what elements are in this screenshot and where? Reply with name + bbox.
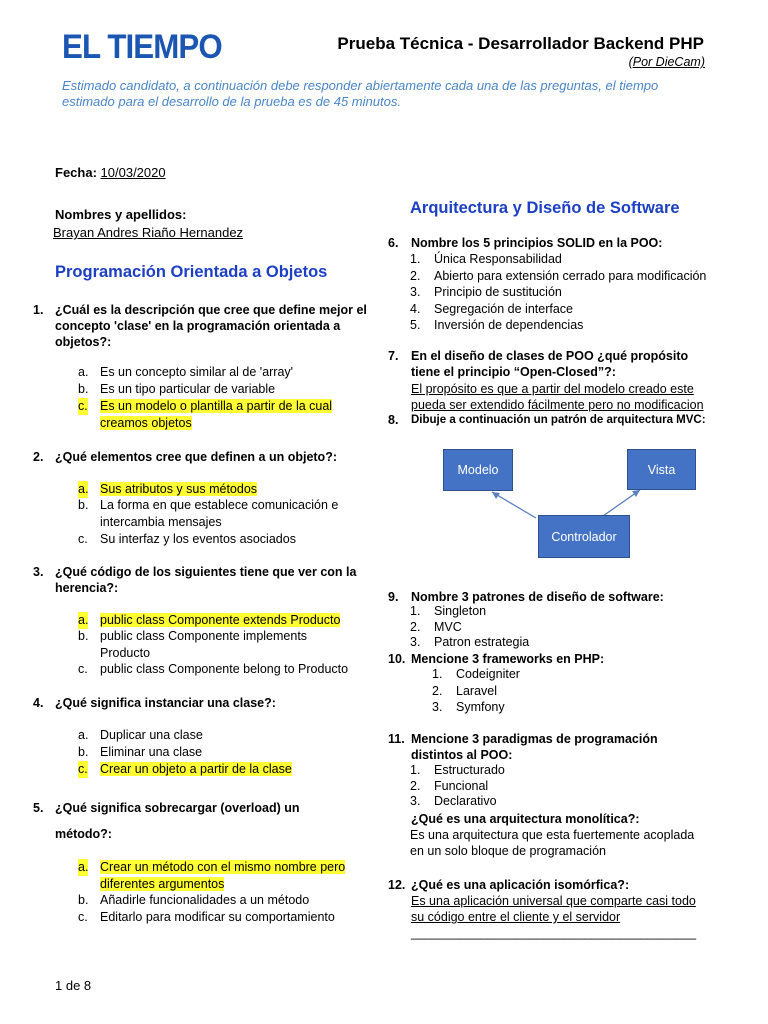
option-2c	[78, 531, 358, 548]
list-number: 3.	[410, 635, 421, 649]
option-5a-selected	[78, 859, 363, 892]
question-number: 8.	[388, 413, 399, 427]
option-text: Crear un objeto a partir de la clase	[100, 762, 292, 776]
option-5c	[78, 909, 363, 926]
option-mark: b.	[78, 629, 89, 643]
question-text: ¿Qué significa sobrecargar (overload) un método?:	[55, 801, 300, 841]
answer-line: Es una aplicación universal que comparte casi todo	[411, 894, 696, 908]
answer-line: su código entre el cliente y el servidor	[411, 910, 621, 924]
question-5	[33, 795, 343, 847]
list-text: Symfony	[456, 700, 505, 714]
question-text: Nombre los 5 principios SOLID en la POO:	[411, 236, 663, 250]
list-text: Funcional	[434, 778, 489, 793]
document-title: Prueba Técnica - Desarrollador Backend PHP	[337, 34, 704, 53]
question-text: ¿Qué significa instanciar una clase?:	[55, 696, 276, 710]
option-text: Eliminar una clase	[100, 745, 203, 759]
option-text: Su interfaz y los eventos asociados	[100, 532, 296, 546]
option-2a-selected	[78, 481, 358, 498]
list-number: 3.	[410, 285, 421, 299]
option-4b	[78, 744, 358, 761]
list-item	[410, 284, 730, 301]
list-number: 3.	[410, 794, 421, 808]
question-text: Dibuje a continuación un patrón de arquitectura MVC:	[411, 414, 706, 426]
question-number: 10.	[388, 652, 406, 666]
answer-11-sub	[410, 827, 730, 859]
list-item	[410, 604, 710, 620]
question-9	[388, 589, 718, 605]
arrow-head-vista	[632, 490, 640, 497]
list-item	[432, 666, 712, 683]
list-text: Laravel	[456, 683, 497, 698]
question-2	[33, 449, 368, 465]
question-7	[388, 348, 708, 380]
section-title-arquitectura: Arquitectura y Diseño de Software	[410, 199, 680, 217]
section-title-poo: Programación Orientada a Objetos	[55, 263, 328, 281]
option-4a	[78, 727, 358, 744]
option-5b	[78, 892, 358, 909]
option-mark: b.	[78, 893, 89, 907]
list-number: 1.	[410, 252, 421, 266]
fecha-row	[55, 165, 166, 180]
frameworks-list	[432, 666, 712, 716]
fecha-value: 10/03/2020	[100, 165, 166, 180]
question-number: 3.	[33, 565, 44, 579]
list-item	[410, 301, 730, 318]
option-3b	[78, 628, 328, 661]
nombres-label: Nombres y apellidos:	[55, 207, 187, 222]
list-text: Única Responsabilidad	[434, 252, 562, 266]
option-mark: c.	[78, 910, 88, 924]
list-item	[410, 779, 710, 795]
list-number: 3.	[432, 700, 443, 714]
question-text: Mencione 3 frameworks en PHP:	[411, 652, 605, 666]
question-11-sub: ¿Qué es una arquitectura monolítica?:	[411, 812, 640, 826]
paradigms-list	[410, 763, 710, 810]
list-item	[410, 794, 710, 810]
question-number: 4.	[33, 696, 44, 710]
question-6	[388, 235, 718, 251]
question-number: 11.	[388, 732, 405, 746]
answer-12	[411, 893, 741, 941]
answer-7	[411, 381, 731, 413]
list-number: 5.	[410, 318, 421, 332]
option-mark: c.	[78, 399, 88, 413]
list-number: 1.	[410, 763, 421, 777]
question-number: 2.	[33, 450, 44, 464]
option-mark: a.	[78, 482, 89, 496]
list-text: Declarativo	[434, 794, 497, 808]
list-text: Segregación de interface	[434, 301, 573, 316]
answer-line: Es una arquitectura que esta fuertemente acoplada	[410, 828, 695, 842]
option-text: La forma en que establece comunicación e intercambia mensajes	[100, 498, 339, 529]
page-number: 1 de 8	[55, 978, 92, 993]
option-text: Añadirle funcionalidades a un método	[100, 893, 310, 907]
list-item	[410, 635, 710, 651]
question-12	[388, 877, 718, 893]
question-text: ¿Qué elementos cree que definen a un objeto?:	[55, 450, 337, 464]
option-mark: a.	[78, 728, 89, 742]
question-text: ¿Qué código de los siguientes tiene que ver con la herencia?:	[55, 565, 357, 595]
question-number: 7.	[388, 349, 399, 363]
option-mark: c.	[78, 762, 88, 776]
list-text: Codeigniter	[456, 667, 520, 681]
question-8	[388, 412, 728, 428]
option-text: Duplicar una clase	[100, 728, 203, 742]
question-text: ¿Qué es una aplicación isomórfica?:	[411, 878, 630, 892]
answer-blank-line: _________________________________________	[411, 926, 697, 940]
list-item	[410, 268, 730, 285]
answer-line: El propósito es que a partir del modelo creado este	[411, 382, 694, 396]
option-text: Editarlo para modificar su comportamiento	[100, 910, 335, 924]
list-item	[410, 317, 730, 334]
option-4c-selected	[78, 761, 358, 778]
option-mark: b.	[78, 498, 89, 512]
question-text: Nombre 3 patrones de diseño de software:	[411, 590, 664, 604]
option-text: Es un tipo particular de variable	[100, 382, 276, 396]
question-number: 12.	[388, 878, 406, 892]
question-1	[33, 302, 368, 350]
answer-line: pueda ser extendido fácilmente pero no modificacion	[411, 398, 704, 412]
list-item	[410, 251, 730, 268]
option-3a-selected	[78, 612, 363, 629]
list-number: 4.	[410, 301, 421, 316]
question-text: ¿Cuál es la descripción que cree que define mejor el concepto 'clase' en la programación orientada a objetos?:	[55, 303, 367, 349]
list-item	[410, 763, 710, 779]
option-mark: a.	[78, 613, 89, 627]
intro-text: Estimado candidato, a continuación debe responder abiertamente cada una de las preguntas, el tiempo estimado para el desarrollo de la prueba es de 45 minutos.	[62, 78, 659, 109]
question-number: 9.	[388, 590, 399, 604]
question-10	[388, 651, 718, 667]
question-text: En el diseño de clases de POO ¿qué propósito tiene el principio “Open-Closed”?:	[411, 349, 689, 379]
list-text: MVC	[434, 619, 462, 634]
option-text: Sus atributos y sus métodos	[100, 482, 258, 496]
option-mark: a.	[78, 365, 89, 379]
el-tiempo-logo: EL TIEMPO	[62, 28, 222, 66]
question-3	[33, 564, 368, 596]
option-text: Crear un método con el mismo nombre pero diferentes argumentos	[100, 860, 346, 891]
option-text: public class Componente belong to Producto	[100, 662, 349, 676]
arrow-modelo-controlador	[492, 492, 536, 518]
list-number: 2.	[410, 778, 421, 793]
list-text: Estructurado	[434, 763, 505, 777]
question-text: Mencione 3 paradigmas de programación distintos al POO:	[411, 732, 658, 762]
option-mark: c.	[78, 532, 88, 546]
question-4	[33, 695, 368, 711]
option-text: Es un modelo o plantilla a partir de la cual creamos objetos	[100, 399, 333, 430]
option-1a	[78, 364, 358, 381]
option-mark: c.	[78, 662, 88, 676]
solid-list	[410, 251, 730, 334]
option-mark: b.	[78, 382, 89, 396]
mvc-controlador-box: Controlador	[538, 515, 630, 558]
question-11	[388, 731, 688, 763]
option-3c	[78, 661, 363, 678]
list-text: Singleton	[434, 604, 487, 618]
list-item	[432, 683, 712, 700]
option-1b	[78, 381, 358, 398]
fecha-label: Fecha:	[55, 165, 97, 180]
option-text: Es un concepto similar al de 'array'	[100, 365, 294, 379]
answer-line: en un solo bloque de programación	[410, 844, 606, 858]
list-number: 2.	[410, 619, 421, 634]
list-number: 2.	[410, 268, 421, 283]
list-text: Abierto para extensión cerrado para modificación	[434, 268, 707, 283]
list-item	[410, 620, 710, 636]
question-number: 5.	[33, 801, 44, 815]
option-1c-selected	[78, 398, 348, 431]
list-number: 1.	[410, 604, 421, 618]
question-number: 1.	[33, 303, 44, 317]
document-author: (Por DieCam)	[628, 55, 705, 69]
list-text: Principio de sustitución	[434, 285, 562, 299]
list-text: Inversión de dependencias	[434, 318, 584, 332]
option-text: public class Componente extends Producto	[100, 613, 341, 627]
mvc-vista-box: Vista	[627, 449, 696, 490]
list-number: 2.	[432, 683, 443, 698]
mvc-modelo-box: Modelo	[443, 449, 513, 491]
list-number: 1.	[432, 667, 443, 681]
list-item	[432, 699, 712, 716]
list-text: Patron estrategia	[434, 635, 530, 649]
option-text: public class Componente implements Producto	[100, 629, 308, 660]
option-mark: b.	[78, 745, 89, 759]
question-number: 6.	[388, 236, 399, 250]
option-2b	[78, 497, 358, 530]
nombres-value: Brayan Andres Riaño Hernandez	[53, 225, 244, 240]
option-mark: a.	[78, 860, 89, 874]
patterns-list	[410, 604, 710, 651]
